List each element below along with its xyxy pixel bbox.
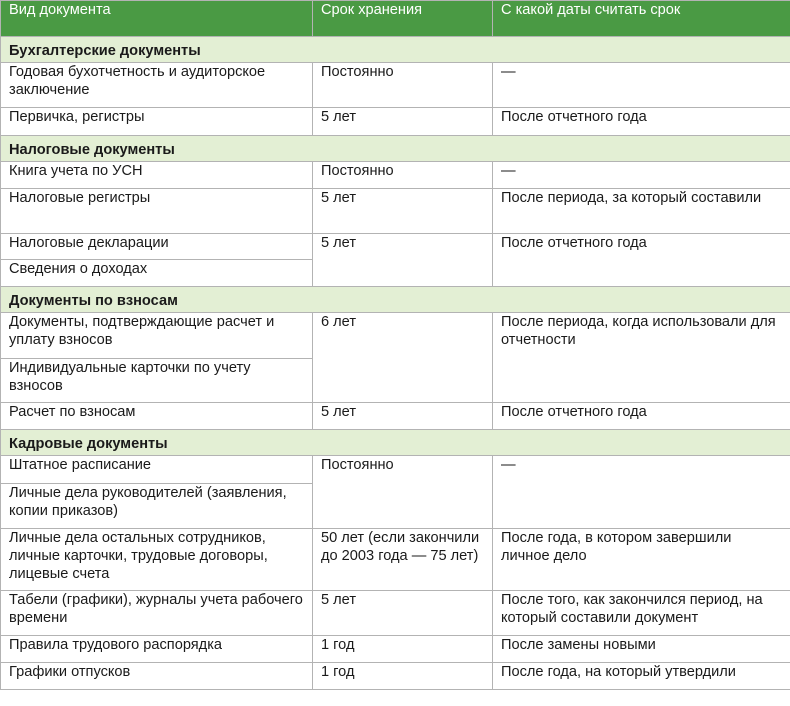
document-type-cell: Налоговые декларации — [1, 234, 313, 260]
header-retention-period: Срок хранения — [313, 1, 493, 37]
table-row — [1, 529, 790, 591]
section-title: Документы по взносам — [1, 287, 790, 313]
retention-period-cell: Постоянно — [313, 162, 493, 189]
document-type-cell: Правила трудового распорядка — [1, 636, 313, 663]
table-header-row — [1, 1, 790, 37]
table-row — [1, 403, 790, 430]
start-date-cell: После отчетного года — [493, 403, 790, 430]
table-row — [1, 313, 790, 359]
retention-period-cell: 5 лет — [313, 403, 493, 430]
retention-period-cell: 5 лет — [313, 189, 493, 234]
document-type-cell: Первичка, регистры — [1, 108, 313, 136]
document-type-cell: Табели (графики), журналы учета рабочего времени — [1, 591, 313, 636]
section-title: Бухгалтерские документы — [1, 37, 790, 63]
retention-period-cell: 5 лет — [313, 108, 493, 136]
header-document-type: Вид документа — [1, 1, 313, 37]
start-date-cell: После отчетного года — [493, 234, 790, 287]
start-date-cell: — — [493, 63, 790, 108]
start-date-cell: После периода, за который составили — [493, 189, 790, 234]
document-type-cell: Налоговые регистры — [1, 189, 313, 234]
table-row — [1, 63, 790, 108]
document-type-cell: Графики отпусков — [1, 663, 313, 690]
table-row — [1, 108, 790, 136]
table-row — [1, 636, 790, 663]
document-type-cell: Индивидуальные карточки по учету взносов — [1, 359, 313, 403]
document-type-cell: Штатное расписание — [1, 456, 313, 484]
retention-period-cell: 5 лет — [313, 234, 493, 287]
start-date-cell: После отчетного года — [493, 108, 790, 136]
document-type-cell: Книга учета по УСН — [1, 162, 313, 189]
start-date-cell: После того, как закончился период, на который составили документ — [493, 591, 790, 636]
start-date-cell: После года, в котором завершили личное дело — [493, 529, 790, 591]
table-row — [1, 456, 790, 484]
table-row — [1, 189, 790, 234]
document-type-cell: Личные дела остальных сотрудников, личные карточки, трудовые договоры, лицевые счета — [1, 529, 313, 591]
document-type-cell: Расчет по взносам — [1, 403, 313, 430]
start-date-cell: После замены новыми — [493, 636, 790, 663]
section-row — [1, 287, 790, 313]
table-row — [1, 591, 790, 636]
section-row — [1, 430, 790, 456]
retention-period-cell: 1 год — [313, 636, 493, 663]
start-date-cell: — — [493, 456, 790, 529]
table-row — [1, 162, 790, 189]
document-type-cell: Документы, подтверждающие расчет и уплату взносов — [1, 313, 313, 359]
section-title: Налоговые документы — [1, 136, 790, 162]
retention-period-cell: 6 лет — [313, 313, 493, 403]
retention-period-cell: Постоянно — [313, 456, 493, 529]
table-row — [1, 234, 790, 260]
start-date-cell: После года, на который утвердили — [493, 663, 790, 690]
document-type-cell: Личные дела руководителей (заявления, копии приказов) — [1, 484, 313, 529]
table-row — [1, 663, 790, 690]
retention-period-cell: 5 лет — [313, 591, 493, 636]
retention-period-cell: 50 лет (если закончили до 2003 года — 75 лет) — [313, 529, 493, 591]
retention-period-cell: Постоянно — [313, 63, 493, 108]
start-date-cell: После периода, когда использовали для отчетности — [493, 313, 790, 403]
start-date-cell: — — [493, 162, 790, 189]
document-type-cell: Сведения о доходах — [1, 260, 313, 287]
section-title: Кадровые документы — [1, 430, 790, 456]
document-type-cell: Годовая бухотчетность и аудиторское заключение — [1, 63, 313, 108]
header-start-date: С какой даты считать срок — [493, 1, 790, 37]
retention-period-cell: 1 год — [313, 663, 493, 690]
section-row — [1, 136, 790, 162]
section-row — [1, 37, 790, 63]
